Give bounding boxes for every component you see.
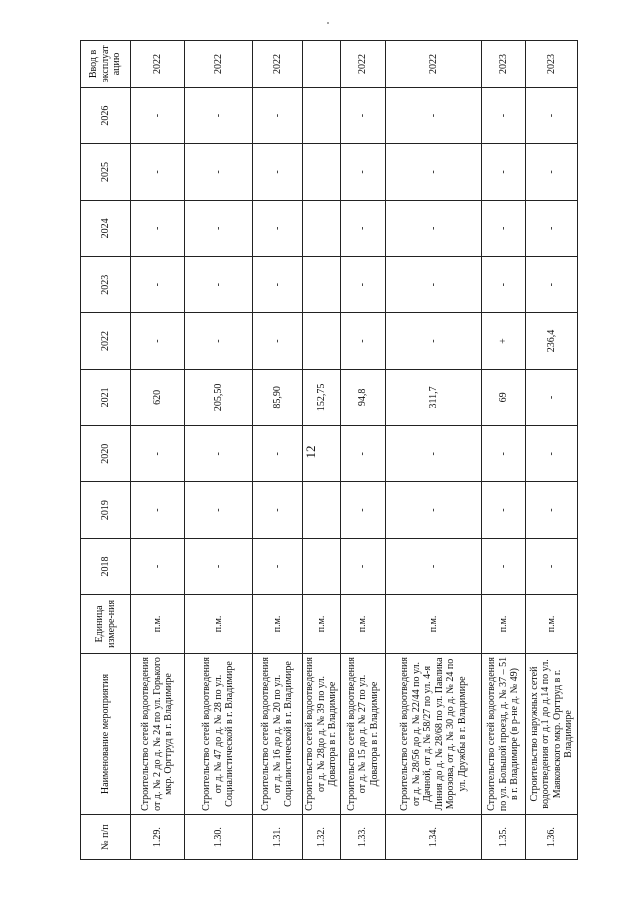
- table-row: [341, 41, 386, 860]
- cell-value: -: [482, 87, 526, 143]
- cell-value: -: [131, 87, 185, 143]
- cell-value: -: [185, 426, 253, 482]
- cell-value: -: [526, 426, 578, 482]
- cell-value: -: [185, 144, 253, 200]
- cell-value: -: [253, 257, 303, 313]
- cell-value: -: [253, 426, 303, 482]
- cell-num: 1.33.: [341, 815, 386, 860]
- cell-value: 94,8: [341, 369, 386, 425]
- header-year: 2024: [81, 200, 131, 256]
- header-name: Наименование мероприятия: [81, 653, 131, 815]
- header-row: [81, 41, 131, 860]
- cell-value: -: [482, 538, 526, 594]
- cell-commission: 2023: [526, 41, 578, 88]
- cell-name: Строительство сетей водоотведения от д. № 28/56 до д. № 22/44 по ул. Дачной, от д. № 58/27 по ул. 4-я Линия до д. № 28/68 по ул. Павлика Морозова, от д. № 30 до д. № 24 по ул. Дружбы в г. Владимире: [386, 653, 482, 815]
- cell-value: [303, 313, 341, 369]
- cell-num: 1.31.: [253, 815, 303, 860]
- table-inner: [80, 40, 574, 860]
- cell-value: -: [526, 257, 578, 313]
- cell-value: -: [131, 200, 185, 256]
- cell-value: -: [253, 313, 303, 369]
- cell-commission: 2023: [482, 41, 526, 88]
- cell-unit: п.м.: [131, 595, 185, 654]
- cell-num: 1.30.: [185, 815, 253, 860]
- cell-value: -: [526, 538, 578, 594]
- header-year: 2021: [81, 369, 131, 425]
- table-row: [131, 41, 185, 860]
- cell-unit: п.м.: [303, 595, 341, 654]
- table-row: [526, 41, 578, 860]
- cell-unit: п.м.: [341, 595, 386, 654]
- cell-value: -: [386, 200, 482, 256]
- cell-value: [303, 257, 341, 313]
- cell-name: Строительство наружных сетей водоотведения от д.1 до д.14 по ул. Маяковского мкр. Оргтруд в г. Владимире: [526, 653, 578, 815]
- cell-value: -: [131, 257, 185, 313]
- cell-value: 205,50: [185, 369, 253, 425]
- cell-unit: п.м.: [526, 595, 578, 654]
- speck: [327, 22, 329, 24]
- cell-value: +: [482, 313, 526, 369]
- cell-commission: 2022: [253, 41, 303, 88]
- cell-value: [303, 87, 341, 143]
- cell-num: 1.29.: [131, 815, 185, 860]
- cell-value: -: [341, 200, 386, 256]
- cell-value: -: [386, 538, 482, 594]
- cell-value: -: [386, 257, 482, 313]
- cell-value: -: [131, 144, 185, 200]
- cell-value: -: [341, 538, 386, 594]
- cell-unit: п.м.: [482, 595, 526, 654]
- cell-name: Строительство сетей водоотведения от д. № 16 до д. № 20 по ул. Социалистической в г. Владимире: [253, 653, 303, 815]
- cell-value: [303, 482, 341, 538]
- cell-num: 1.35.: [482, 815, 526, 860]
- cell-value: 69: [482, 369, 526, 425]
- cell-num: 1.34.: [386, 815, 482, 860]
- cell-value: -: [386, 87, 482, 143]
- cell-value: [303, 144, 341, 200]
- cell-value: -: [131, 482, 185, 538]
- cell-value: -: [341, 426, 386, 482]
- cell-value: -: [341, 482, 386, 538]
- cell-value: -: [253, 482, 303, 538]
- cell-value: -: [526, 87, 578, 143]
- cell-value: -: [482, 426, 526, 482]
- header-year: 2025: [81, 144, 131, 200]
- cell-value: 85,90: [253, 369, 303, 425]
- cell-num: 1.32.: [303, 815, 341, 860]
- cell-name: Строительство сетей водоотведения от д. № 2 до д. № 24 по ул. Горького мкр. Оргтруд в г. Владимире: [131, 653, 185, 815]
- cell-value: -: [341, 87, 386, 143]
- table-row: [386, 41, 482, 860]
- cell-unit: п.м.: [185, 595, 253, 654]
- header-year: 2022: [81, 313, 131, 369]
- header-num: № п/п: [81, 815, 131, 860]
- header-commission: Ввод в эксплуат ацию: [81, 41, 131, 88]
- cell-value: -: [185, 538, 253, 594]
- cell-value: -: [185, 257, 253, 313]
- cell-commission: [303, 41, 341, 88]
- cell-unit: п.м.: [253, 595, 303, 654]
- cell-num: 1.36.: [526, 815, 578, 860]
- cell-value: -: [386, 426, 482, 482]
- cell-commission: 2022: [341, 41, 386, 88]
- cell-name: Строительство сетей водоотведения от д. № 28до д. № 39 по ул. Доватора в г. Владимире: [303, 653, 341, 815]
- cell-commission: 2022: [131, 41, 185, 88]
- cell-value: -: [253, 144, 303, 200]
- table-row: [482, 41, 526, 860]
- cell-value: 620: [131, 369, 185, 425]
- header-unit: Единица измере-ния: [81, 595, 131, 654]
- cell-value: -: [253, 87, 303, 143]
- cell-value: -: [185, 482, 253, 538]
- cell-commission: 2022: [386, 41, 482, 88]
- cell-value: 236,4: [526, 313, 578, 369]
- cell-name: Строительство сетей водоотведения от д. № 47 до д. № 28 по ул. Социалистической в г. Владимире: [185, 653, 253, 815]
- cell-unit: п.м.: [386, 595, 482, 654]
- cell-value: [303, 200, 341, 256]
- cell-value: -: [386, 144, 482, 200]
- cell-value: -: [482, 144, 526, 200]
- table-row: [303, 41, 341, 860]
- cell-value: -: [482, 482, 526, 538]
- cell-value: -: [341, 313, 386, 369]
- cell-value: -: [131, 538, 185, 594]
- cell-value: -: [185, 87, 253, 143]
- page-number: 12: [303, 445, 318, 459]
- table-row: [253, 41, 303, 860]
- cell-value: [303, 426, 341, 482]
- header-year: 2026: [81, 87, 131, 143]
- cell-value: [303, 538, 341, 594]
- header-year: 2023: [81, 257, 131, 313]
- cell-value: 152,75: [303, 369, 341, 425]
- cell-name: Строительство сетей водоотведения по ул. Большой проезд, д. № 37 – 51 в г. Владимире (в р-не д. № 49): [482, 653, 526, 815]
- cell-value: -: [341, 257, 386, 313]
- table-row: [185, 41, 253, 860]
- cell-value: -: [482, 200, 526, 256]
- cell-commission: 2022: [185, 41, 253, 88]
- cell-value: -: [386, 482, 482, 538]
- cell-value: 311,7: [386, 369, 482, 425]
- cell-value: -: [185, 200, 253, 256]
- cell-value: -: [185, 313, 253, 369]
- cell-value: -: [526, 482, 578, 538]
- cell-value: -: [386, 313, 482, 369]
- cell-value: -: [253, 200, 303, 256]
- header-year: 2018: [81, 538, 131, 594]
- cell-value: -: [526, 369, 578, 425]
- data-table: [80, 40, 578, 860]
- cell-value: -: [131, 313, 185, 369]
- cell-name: Строительство сетей водоотведения от д. № 15 до д. № 27 по ул. Доватора в г. Владимире: [341, 653, 386, 815]
- rotated-table-frame: [80, 40, 574, 860]
- cell-value: -: [526, 144, 578, 200]
- cell-value: -: [341, 144, 386, 200]
- cell-value: -: [482, 257, 526, 313]
- header-year: 2020: [81, 426, 131, 482]
- cell-value: -: [131, 426, 185, 482]
- header-year: 2019: [81, 482, 131, 538]
- cell-value: -: [526, 200, 578, 256]
- cell-value: -: [253, 538, 303, 594]
